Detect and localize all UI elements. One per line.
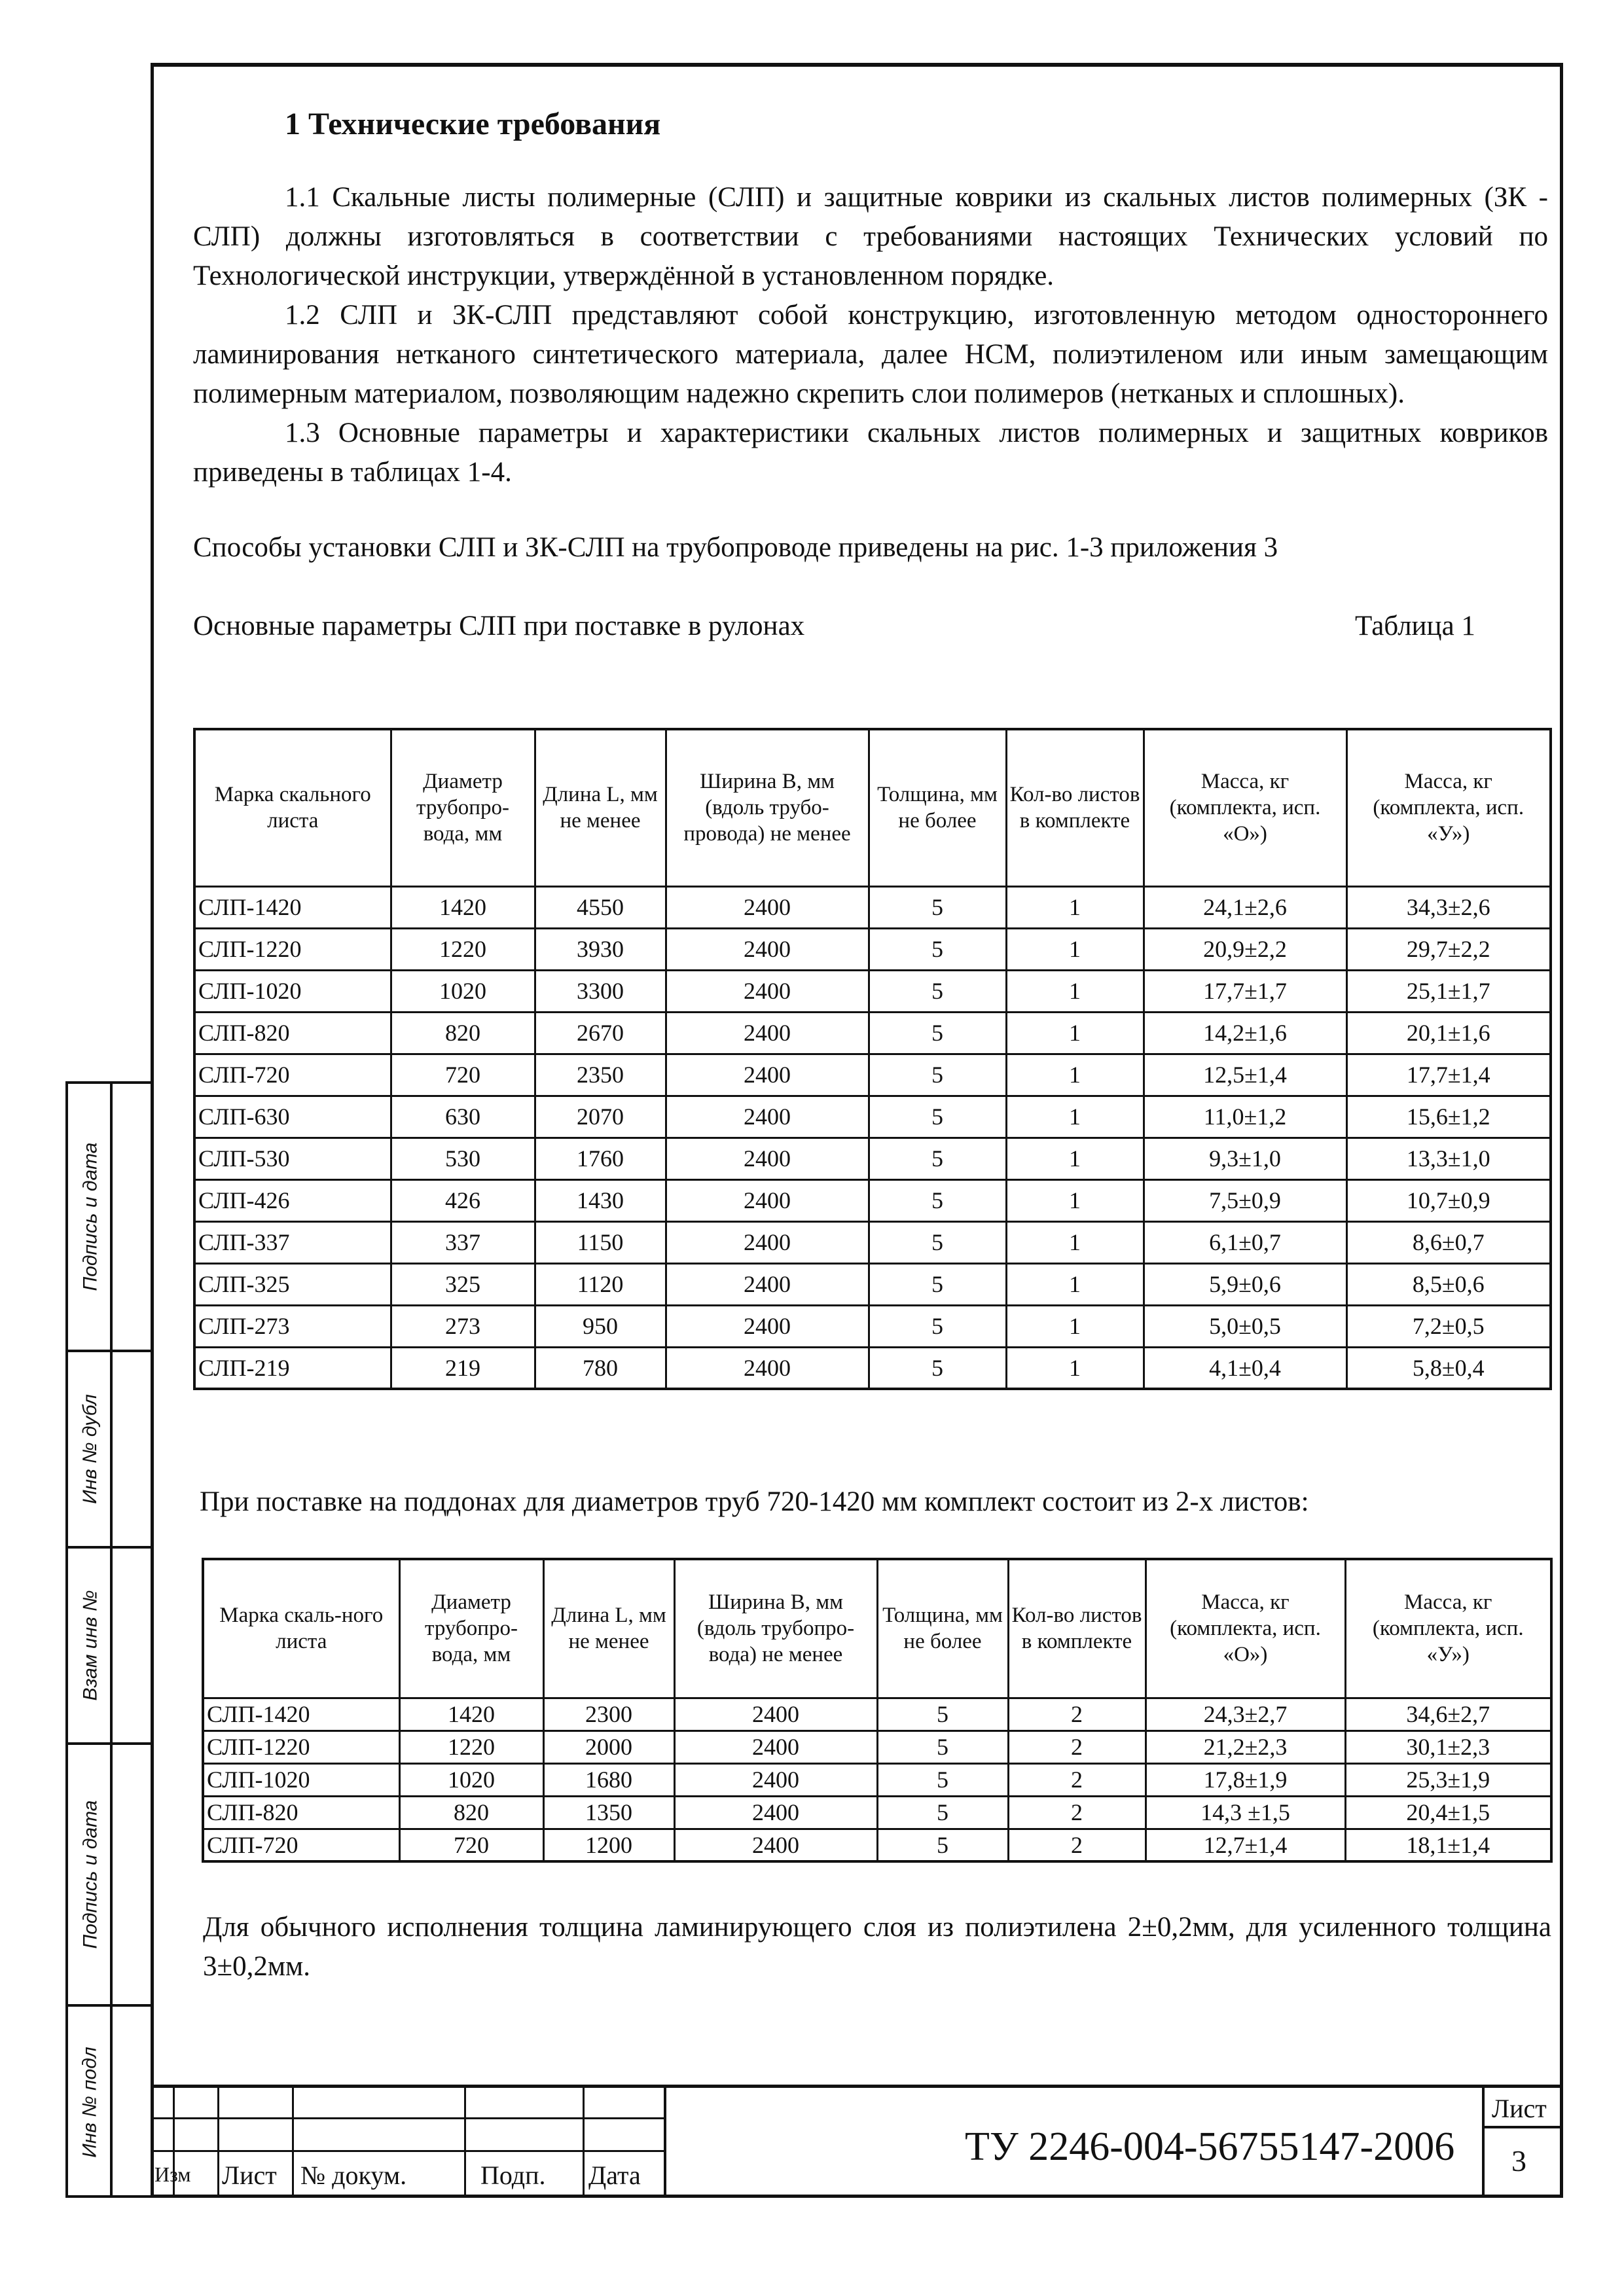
table-row (194, 1096, 1551, 1138)
table-cell: 14,2±1,6 (1144, 1012, 1346, 1054)
table1-caption: Основные параметры СЛП при поставке в рулонах (193, 611, 805, 641)
table-cell: 34,3±2,6 (1346, 886, 1551, 928)
table-cell: 1 (1006, 1347, 1144, 1389)
table-cell: 1 (1006, 970, 1144, 1012)
table-cell: 2670 (535, 1012, 666, 1054)
table-cell: СЛП-1020 (194, 970, 391, 1012)
table-cell: СЛП-1420 (194, 886, 391, 928)
table-cell: 5 (869, 1179, 1006, 1221)
table-cell: 30,1±2,3 (1345, 1731, 1551, 1763)
col-header-mass-u: Масса, кг (комплекта, исп. «У») (1346, 729, 1551, 886)
table-cell: 4,1±0,4 (1144, 1347, 1346, 1389)
col-header-mass-o: Масса, кг (комплекта, исп. «О») (1144, 729, 1346, 886)
table-row (194, 1347, 1551, 1389)
table-cell: СЛП-1220 (194, 928, 391, 970)
side-label: Взам инв № (79, 1590, 101, 1701)
table-cell: 273 (391, 1305, 535, 1347)
table-cell: 950 (535, 1305, 666, 1347)
table-cell: 5 (877, 1829, 1008, 1861)
table-cell: СЛП-530 (194, 1138, 391, 1179)
col-header-diameter: Диаметр трубопро-вода, мм (391, 729, 535, 886)
stamp-col-sheet: Лист (222, 2161, 277, 2190)
table-cell: 2000 (543, 1731, 674, 1763)
document-number: ТУ 2246-004-56755147-2006 (965, 2125, 1455, 2169)
table-cell: 3930 (535, 928, 666, 970)
table-cell: 2400 (666, 1263, 869, 1305)
col-header-thickness: Толщина, мм не более (869, 729, 1006, 886)
table-cell: 1 (1006, 928, 1144, 970)
table-cell: 1 (1006, 1012, 1144, 1054)
side-stamp-strip (65, 1081, 153, 2198)
pallet-supply-line: При поставке на поддонах для диаметров труб 720-1420 мм комплект состоит из 2-х листов: (200, 1486, 1309, 1517)
table-cell: 1 (1006, 1054, 1144, 1096)
table-cell: 2400 (666, 1054, 869, 1096)
table-cell: 2070 (535, 1096, 666, 1138)
table-cell: 1120 (535, 1263, 666, 1305)
table-cell: 14,3 ±1,5 (1146, 1796, 1345, 1829)
table-cell: 1420 (399, 1698, 543, 1731)
side-cell-replacement-inv (68, 1549, 153, 1745)
table-cell: 2400 (666, 970, 869, 1012)
table-cell: 24,1±2,6 (1144, 886, 1346, 928)
footnote-paragraph: Для обычного исполнения толщина ламинирующего слоя из полиэтилена 2±0,2мм, для усиленного толщина 3±0,2мм. (203, 1912, 1551, 1982)
table-cell: СЛП-325 (194, 1263, 391, 1305)
table-row (194, 1305, 1551, 1347)
table-cell: 1 (1006, 1263, 1144, 1305)
col-header-sheet-count: Кол-во листов в комплекте (1008, 1559, 1146, 1698)
paragraph-1-1: 1.1 Скальные листы полимерные (СЛП) и защитные коврики из скальных листов полимерных (ЗК - СЛП) должны изготовляться в соответствии с требованиями настоящих Технических условий по Технологической инструкции, утверждённой в установленном порядке. (193, 182, 1548, 291)
table-cell: 8,5±0,6 (1346, 1263, 1551, 1305)
table-cell: 9,3±1,0 (1144, 1138, 1346, 1179)
col-header-width: Ширина В, мм (вдоль трубопро-вода) не менее (674, 1559, 877, 1698)
table-cell: 2 (1008, 1829, 1146, 1861)
sheet-label: Лист (1492, 2094, 1547, 2123)
table-cell: 25,1±1,7 (1346, 970, 1551, 1012)
table-cell: 20,9±2,2 (1144, 928, 1346, 970)
col-header-length: Длина L, мм не менее (535, 729, 666, 886)
table-cell: 2 (1008, 1763, 1146, 1796)
table-cell: 1350 (543, 1796, 674, 1829)
table-cell: 1 (1006, 1138, 1144, 1179)
table-cell: 2 (1008, 1698, 1146, 1731)
stamp-col-signature: Подп. (480, 2161, 546, 2190)
table-cell: 5 (877, 1763, 1008, 1796)
table-cell: 5 (877, 1796, 1008, 1829)
table-cell: 24,3±2,7 (1146, 1698, 1345, 1731)
table-cell: 2400 (666, 1096, 869, 1138)
table-cell: 8,6±0,7 (1346, 1221, 1551, 1263)
table-cell: 12,5±1,4 (1144, 1054, 1346, 1096)
table-cell: СЛП-426 (194, 1179, 391, 1221)
table-cell: СЛП-337 (194, 1221, 391, 1263)
table-cell: 5 (869, 928, 1006, 970)
table-cell: 5 (869, 1221, 1006, 1263)
table-cell: 5 (869, 1012, 1006, 1054)
table-cell: 2400 (666, 1012, 869, 1054)
table-cell: 1760 (535, 1138, 666, 1179)
table-cell: 1200 (543, 1829, 674, 1861)
col-header-diameter: Диаметр трубопро-вода, мм (399, 1559, 543, 1698)
table-cell: 5,0±0,5 (1144, 1305, 1346, 1347)
table-row (194, 928, 1551, 970)
table-row (194, 1012, 1551, 1054)
table-cell: 5 (869, 1263, 1006, 1305)
table-cell: 780 (535, 1347, 666, 1389)
table-row (194, 1221, 1551, 1263)
table-cell: 1 (1006, 1221, 1144, 1263)
table-row (203, 1698, 1551, 1731)
table-cell: 7,2±0,5 (1346, 1305, 1551, 1347)
table-cell: 5 (869, 1138, 1006, 1179)
table-cell: 2400 (674, 1698, 877, 1731)
table-cell: 1 (1006, 1305, 1144, 1347)
table-cell: 29,7±2,2 (1346, 928, 1551, 970)
table-row (194, 1138, 1551, 1179)
table-header-row (194, 729, 1551, 886)
table-cell: 1220 (399, 1731, 543, 1763)
side-cell-signature-date (68, 1084, 153, 1352)
table-row (203, 1763, 1551, 1796)
table-cell: СЛП-820 (203, 1796, 399, 1829)
table-cell: 2400 (674, 1796, 877, 1829)
side-cell-signature-date-2 (68, 1745, 153, 2007)
table-cell: 7,5±0,9 (1144, 1179, 1346, 1221)
col-header-mark: Марка скаль-ного листа (203, 1559, 399, 1698)
table-cell: 2400 (674, 1829, 877, 1861)
col-header-mass-o: Масса, кг (комплекта, исп. «О») (1146, 1559, 1345, 1698)
table-cell: 1150 (535, 1221, 666, 1263)
table-cell: СЛП-219 (194, 1347, 391, 1389)
table-roll-supply (193, 728, 1552, 1390)
table-cell: 5,9±0,6 (1144, 1263, 1346, 1305)
table-row (194, 1263, 1551, 1305)
table-cell: 1680 (543, 1763, 674, 1796)
table-cell: СЛП-273 (194, 1305, 391, 1347)
table-cell: 5 (877, 1731, 1008, 1763)
table-pallet-supply (202, 1558, 1553, 1863)
side-cell-duplicate-inv (68, 1352, 153, 1549)
table-cell: 2400 (666, 928, 869, 970)
table-cell: 820 (391, 1012, 535, 1054)
table-cell: 720 (399, 1829, 543, 1861)
table-row (194, 970, 1551, 1012)
side-label: Подпись и дата (79, 1142, 101, 1291)
table-cell: 1020 (391, 970, 535, 1012)
table-cell: 630 (391, 1096, 535, 1138)
stamp-col-change: Изм (154, 2162, 191, 2186)
table-cell: СЛП-1020 (203, 1763, 399, 1796)
col-header-width: Ширина В, мм (вдоль трубо-провода) не менее (666, 729, 869, 886)
table-cell: 6,1±0,7 (1144, 1221, 1346, 1263)
table-cell: 5 (869, 1054, 1006, 1096)
table-cell: 17,7±1,4 (1346, 1054, 1551, 1096)
table-cell: 1020 (399, 1763, 543, 1796)
table-cell: 34,6±2,7 (1345, 1698, 1551, 1731)
table-cell: 219 (391, 1347, 535, 1389)
table-cell: 2400 (666, 1221, 869, 1263)
table-cell: 2400 (666, 1179, 869, 1221)
side-label: Инв № подл (79, 2047, 101, 2158)
table-cell: 2350 (535, 1054, 666, 1096)
side-label: Инв № дубл (79, 1394, 101, 1504)
table-cell: 1430 (535, 1179, 666, 1221)
table-cell: 1 (1006, 1096, 1144, 1138)
table-cell: 12,7±1,4 (1146, 1829, 1345, 1861)
col-header-sheet-count: Кол-во листов в комплекте (1006, 729, 1144, 886)
table-row (203, 1829, 1551, 1861)
table-cell: 2400 (666, 1138, 869, 1179)
table-cell: 2400 (666, 1347, 869, 1389)
table-cell: 1420 (391, 886, 535, 928)
section-heading: 1 Технические требования (285, 107, 661, 141)
table-cell: 25,3±1,9 (1345, 1763, 1551, 1796)
table-cell: СЛП-1420 (203, 1698, 399, 1731)
table-cell: 18,1±1,4 (1345, 1829, 1551, 1861)
table-cell: СЛП-820 (194, 1012, 391, 1054)
methods-line: Способы установки СЛП и ЗК-СЛП на трубопроводе приведены на рис. 1-3 приложения 3 (193, 532, 1278, 563)
table-cell: 2400 (674, 1731, 877, 1763)
stamp-col-doc-number: № докум. (300, 2161, 407, 2190)
table-cell: 2 (1008, 1731, 1146, 1763)
table-row (203, 1796, 1551, 1829)
table-cell: 1 (1006, 1179, 1144, 1221)
stamp-col-date: Дата (588, 2161, 641, 2190)
table-cell: 5 (877, 1698, 1008, 1731)
table-cell: 530 (391, 1138, 535, 1179)
col-header-mark: Марка скального листа (194, 729, 391, 886)
col-header-length: Длина L, мм не менее (543, 1559, 674, 1698)
table-cell: 11,0±1,2 (1144, 1096, 1346, 1138)
title-block (153, 2085, 1560, 2195)
table-row (203, 1731, 1551, 1763)
table-cell: 20,4±1,5 (1345, 1796, 1551, 1829)
table-cell: 2300 (543, 1698, 674, 1731)
table-cell: 21,2±2,3 (1146, 1731, 1345, 1763)
table-cell: 426 (391, 1179, 535, 1221)
table-cell: 5 (869, 1305, 1006, 1347)
table-cell: 2400 (666, 1305, 869, 1347)
table-cell: СЛП-1220 (203, 1731, 399, 1763)
table-cell: 10,7±0,9 (1346, 1179, 1551, 1221)
table-cell: 820 (399, 1796, 543, 1829)
col-header-thickness: Толщина, мм не более (877, 1559, 1008, 1698)
table-cell: 1 (1006, 886, 1144, 928)
side-cell-original-inv (68, 2007, 153, 2198)
table-header-row (203, 1559, 1551, 1698)
table1-label: Таблица 1 (1355, 611, 1475, 641)
table-cell: 325 (391, 1263, 535, 1305)
table-cell: СЛП-630 (194, 1096, 391, 1138)
table-cell: 3300 (535, 970, 666, 1012)
requirements-text (193, 178, 1548, 492)
sheet-number: 3 (1511, 2144, 1526, 2178)
paragraph-1-3: 1.3 Основные параметры и характеристики скальных листов полимерных и защитных ковриков приведены в таблицах 1-4. (193, 418, 1548, 488)
table-cell: 1220 (391, 928, 535, 970)
table-row (194, 886, 1551, 928)
side-label: Подпись и дата (79, 1800, 101, 1949)
table-cell: 2400 (666, 886, 869, 928)
table-cell: 5 (869, 886, 1006, 928)
table-cell: 4550 (535, 886, 666, 928)
paragraph-1-2: 1.2 СЛП и ЗК-СЛП представляют собой конструкцию, изготовленную методом одностороннего ламинирования нетканого синтетического материала, далее НСМ, полиэтиленом или иным замещающим полимерным материалом, позволяющим надежно скрепить слои полимеров (нетканых и сплошных). (193, 300, 1548, 409)
table-cell: 5,8±0,4 (1346, 1347, 1551, 1389)
table-cell: 15,6±1,2 (1346, 1096, 1551, 1138)
table-row (194, 1179, 1551, 1221)
col-header-mass-u: Масса, кг (комплекта, исп. «У») (1345, 1559, 1551, 1698)
table-cell: 13,3±1,0 (1346, 1138, 1551, 1179)
table-cell: 17,7±1,7 (1144, 970, 1346, 1012)
table-row (194, 1054, 1551, 1096)
footnote-text (203, 1908, 1551, 1986)
table-cell: 2400 (674, 1763, 877, 1796)
table-cell: 17,8±1,9 (1146, 1763, 1345, 1796)
table-cell: 5 (869, 970, 1006, 1012)
table-cell: СЛП-720 (203, 1829, 399, 1861)
table-cell: 20,1±1,6 (1346, 1012, 1551, 1054)
table-cell: 5 (869, 1096, 1006, 1138)
table-cell: СЛП-720 (194, 1054, 391, 1096)
table-cell: 2 (1008, 1796, 1146, 1829)
table-cell: 5 (869, 1347, 1006, 1389)
table-cell: 337 (391, 1221, 535, 1263)
table-cell: 720 (391, 1054, 535, 1096)
